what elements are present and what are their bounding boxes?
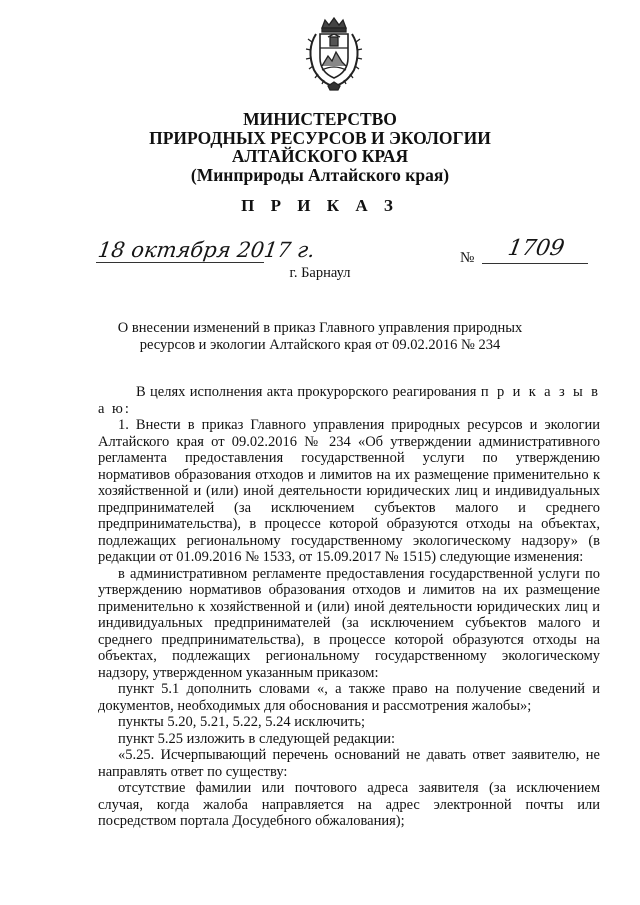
document-type-title: П Р И К А З — [241, 196, 399, 215]
order-number-label: № — [460, 250, 475, 266]
ministry-line-2: ПРИРОДНЫХ РЕСУРСОВ И ЭКОЛОГИИ — [149, 127, 491, 148]
paragraph-6: «5.25. Исчерпывающий перечень оснований не давать ответ заявителю, не направлять ответ по существу: — [98, 747, 600, 780]
paragraph-5: пункт 5.25 изложить в следующей редакции: — [118, 730, 396, 747]
ministry-line-1: МИНИСТЕРСТВО — [243, 109, 397, 129]
ministry-line-3: АЛТАЙСКОГО КРАЯ — [231, 146, 409, 166]
order-date-handwritten: 18 октября 2017 г. — [96, 238, 317, 262]
paragraph-4: пункты 5.20, 5.21, 5.22, 5.24 исключить; — [118, 714, 365, 730]
intro-text: В целях исполнения акта прокурорского реагирования — [136, 384, 477, 400]
paragraph-1: 1. Внести в приказ Главного управления природных ресурсов и экологии Алтайского края от 09.02.2016 № 234 «Об утверждении административного регламента предоставления государственной услуги по утверждению нормативов образования отходов и лимитов на их размещение применительно к хозяйственной и (или) иной деятельности юридических лиц и индивидуальных предпринимателей (за исключением субъектов малого и среднего предпринимательства), в процессе которой образуются отходы на объектах, подлежащих региональному государственному экологическому надзору» (в редакции от 01.09.2016 № 1533, от 15.09.2017 № 1515) следующие изменения: — [98, 417, 600, 565]
ministry-short-name: (Минприроды Алтайского края) — [190, 164, 450, 185]
paragraph-3: пункт 5.1 дополнить словами «, а также право на получение сведений и документов, необходимых для обоснования и рассмотрения жалобы»; — [98, 681, 600, 714]
order-subject — [110, 320, 530, 354]
ministry-name — [100, 110, 540, 184]
paragraph-7: отсутствие фамилии или почтового адреса заявителя (за исключением случая, когда жалоба направляется на адрес электронной почты или посредством портала Досудебного обжалования); — [98, 780, 600, 829]
subject-line-2: ресурсов и экологии Алтайского края от 09.02.2016 № 234 — [139, 337, 501, 353]
date-underline — [96, 262, 264, 263]
order-body — [98, 384, 600, 830]
number-underline — [482, 263, 588, 264]
order-number-handwritten: 1709 — [505, 236, 567, 261]
coat-of-arms-icon — [298, 14, 370, 92]
intro-paragraph — [98, 384, 600, 417]
order-city: г. Барнаул — [289, 265, 351, 281]
subject-line-1: О внесении изменений в приказ Главного управления природных — [117, 320, 523, 336]
paragraph-2: в административном регламенте предоставления государственной услуги по утверждению нормативов образования отходов и лимитов на их размещение применительно к хозяйственной и (или) иной деятельности юридических лиц и индивидуальных предпринимателей (за исключением субъектов малого и среднего предпринимательства), в процессе которой образуются отходы на объектах, подлежащих региональному государственному экологическому надзору, утвержденном указанным приказом: — [98, 565, 600, 681]
intro-verb: п р и к а з ы в а ю: — [98, 384, 600, 417]
